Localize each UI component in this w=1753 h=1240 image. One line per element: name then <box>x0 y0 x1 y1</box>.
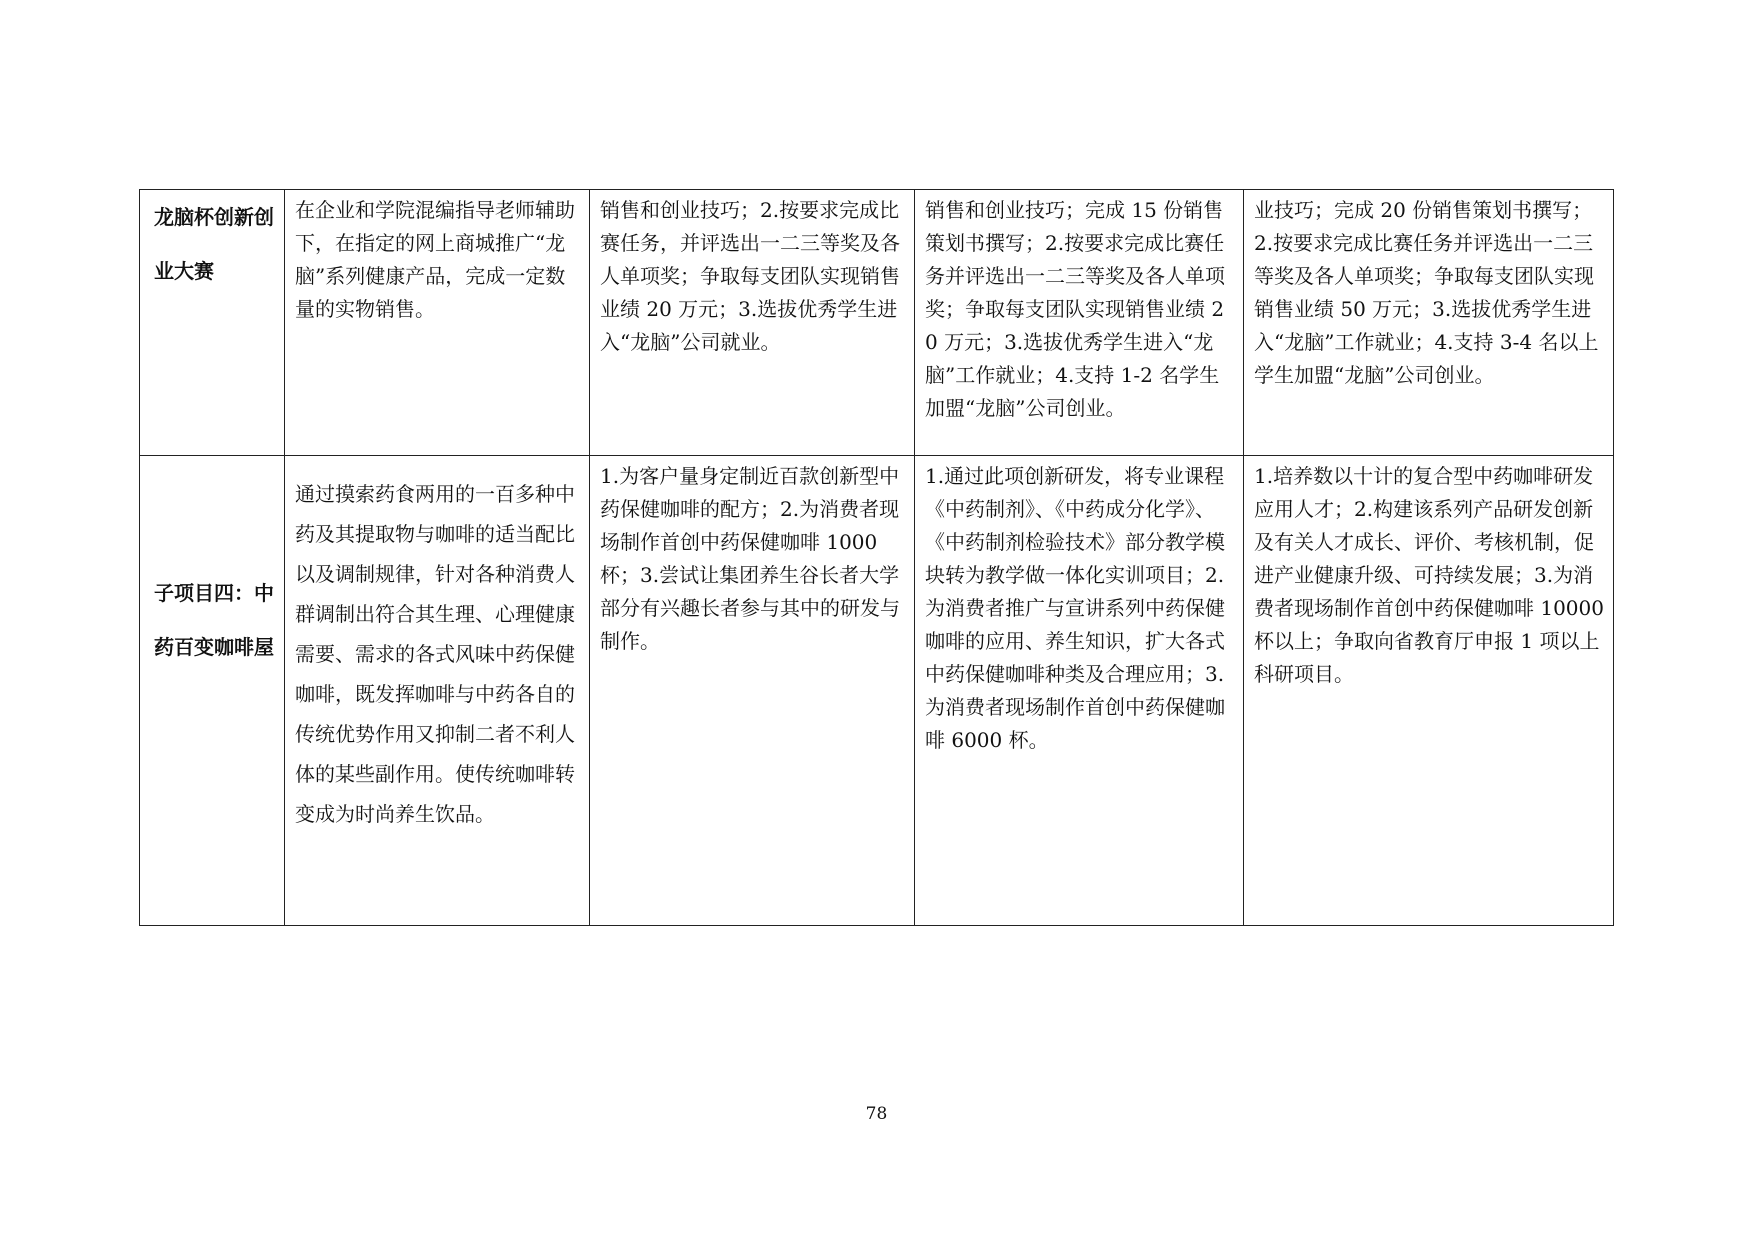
table-row <box>140 190 1614 456</box>
row-cell-col3: 销售和创业技巧；2.按要求完成比赛任务，并评选出一二三等奖及各人单项奖；争取每支团队实现销售业绩 20 万元；3.选拔优秀学生进入“龙脑”公司就业。 <box>590 190 915 456</box>
row-title: 龙脑杯创新创业大赛 <box>140 190 285 456</box>
row-cell-col4: 1.通过此项创新研发，将专业课程《中药制剂》、《中药成分化学》、《中药制剂检验技术》部分教学模块转为教学做一体化实训项目；2.为消费者推广与宣讲系列中药保健咖啡的应用、养生知识，扩大各式中药保健咖啡种类及合理应用；3.为消费者现场制作首创中药保健咖啡 6000 杯。 <box>915 456 1244 926</box>
row-cell-col3: 1.为客户量身定制近百款创新型中药保健咖啡的配方；2.为消费者现场制作首创中药保健咖啡 1000 杯；3.尝试让集团养生谷长者大学部分有兴趣长者参与其中的研发与制作。 <box>590 456 915 926</box>
row-cell-col4: 销售和创业技巧；完成 15 份销售策划书撰写；2.按要求完成比赛任务并评选出一二三等奖及各人单项奖；争取每支团队实现销售业绩 20 万元；3.选拔优秀学生进入“龙脑”工作就业；4.支持 1-2 名学生加盟“龙脑”公司创业。 <box>915 190 1244 456</box>
page-number: 78 <box>865 1104 888 1124</box>
row-description: 通过摸索药食两用的一百多种中药及其提取物与咖啡的适当配比以及调制规律，针对各种消费人群调制出符合其生理、心理健康需要、需求的各式风味中药保健咖啡，既发挥咖啡与中药各自的传统优势作用又抑制二者不利人体的某些副作用。使传统咖啡转变成为时尚养生饮品。 <box>285 456 590 926</box>
row-description: 在企业和学院混编指导老师辅助下，在指定的网上商城推广“龙脑”系列健康产品，完成一定数量的实物销售。 <box>285 190 590 456</box>
row-title: 子项目四：中药百变咖啡屋 <box>140 456 285 926</box>
project-table <box>139 189 1614 926</box>
row-cell-col5: 业技巧；完成 20 份销售策划书撰写；2.按要求完成比赛任务并评选出一二三等奖及各人单项奖；争取每支团队实现销售业绩 50 万元；3.选拔优秀学生进入“龙脑”工作就业；4.支持 3-4 名以上学生加盟“龙脑”公司创业。 <box>1244 190 1614 456</box>
table-row <box>140 456 1614 926</box>
row-cell-col5: 1.培养数以十计的复合型中药咖啡研发应用人才；2.构建该系列产品研发创新及有关人才成长、评价、考核机制，促进产业健康升级、可持续发展；3.为消费者现场制作首创中药保健咖啡 10000 杯以上；争取向省教育厅申报 1 项以上科研项目。 <box>1244 456 1614 926</box>
project-table-container <box>139 189 1614 926</box>
